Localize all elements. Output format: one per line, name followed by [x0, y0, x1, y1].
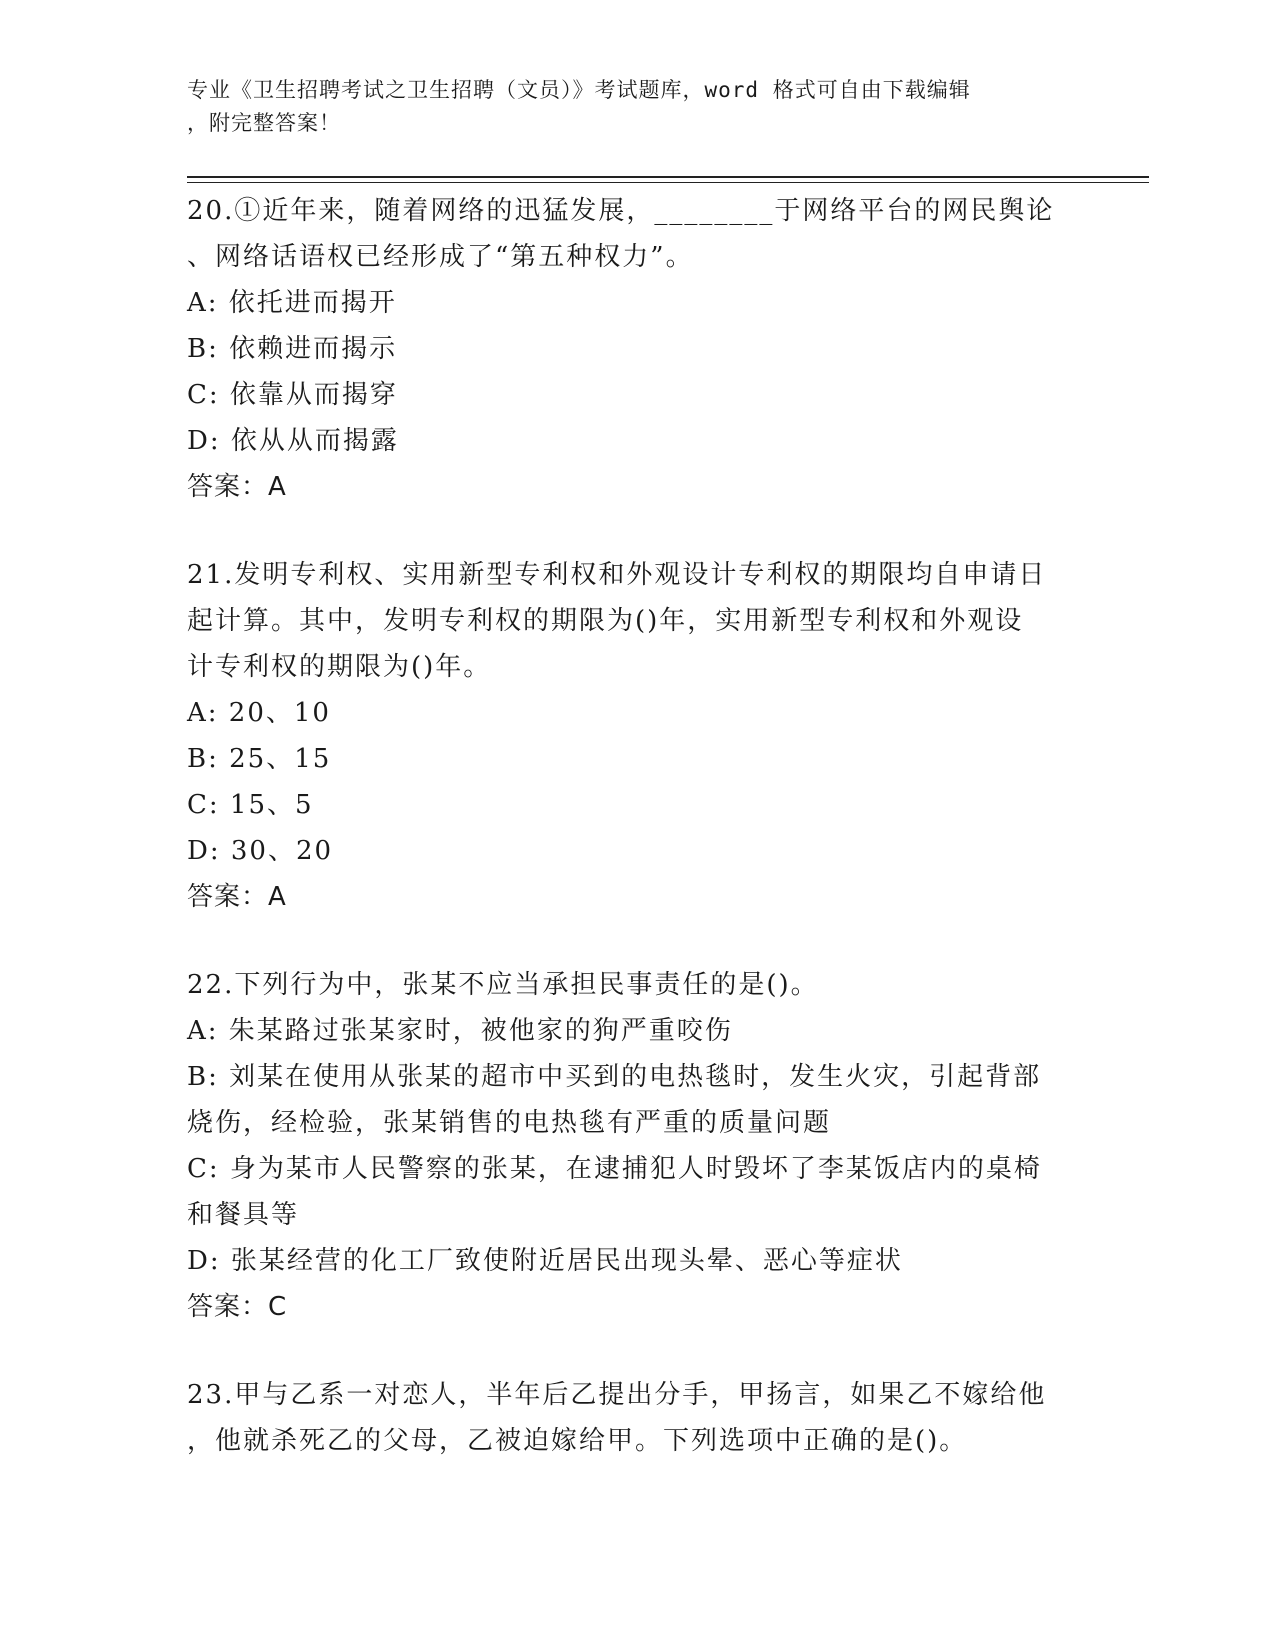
- answer: 答案：A: [187, 882, 287, 912]
- header-line-1: 专业《卫生招聘考试之卫生招聘（文员）》考试题库，word 格式可自由下载编辑: [187, 78, 971, 102]
- header-line-2: ，附完整答案！: [187, 111, 341, 135]
- question-23: [187, 1372, 1087, 1464]
- header-divider-thin: [187, 182, 1149, 183]
- question-stem-line: 、网络话语权已经形成了“第五种权力”。: [187, 242, 694, 272]
- question-21: [187, 552, 1087, 920]
- option-a: A: 20、10: [187, 698, 331, 728]
- option-b: B: 依赖进而揭示: [187, 334, 398, 364]
- question-22: [187, 962, 1087, 1330]
- option-b-continued: 烧伤，经检验，张某销售的电热毯有严重的质量问题: [187, 1108, 832, 1138]
- question-stem-line: ，他就杀死乙的父母，乙被迫嫁给甲。下列选项中正确的是()。: [187, 1426, 968, 1456]
- question-list: [187, 188, 1087, 1506]
- question-20: [187, 188, 1087, 510]
- question-stem-line: 23.甲与乙系一对恋人，半年后乙提出分手，甲扬言，如果乙不嫁给他: [187, 1380, 1047, 1410]
- option-b: B: 刘某在使用从张某的超市中买到的电热毯时，发生火灾，引起背部: [187, 1062, 1042, 1092]
- header-divider-thick: [187, 176, 1149, 178]
- answer: 答案：C: [187, 1292, 288, 1322]
- option-c: C: 依靠从而揭穿: [187, 380, 398, 410]
- question-stem-line: 20.①近年来，随着网络的迅猛发展，________于网络平台的网民舆论: [187, 196, 1055, 226]
- option-a: A: 朱某路过张某家时，被他家的狗严重咬伤: [187, 1016, 733, 1046]
- option-c-continued: 和餐具等: [187, 1200, 300, 1230]
- option-c: C: 身为某市人民警察的张某，在逮捕犯人时毁坏了李某饭店内的桌椅: [187, 1154, 1042, 1184]
- option-d: D: 张某经营的化工厂致使附近居民出现头晕、恶心等症状: [187, 1246, 903, 1276]
- option-b: B: 25、15: [187, 744, 332, 774]
- option-a: A: 依托进而揭开: [187, 288, 397, 318]
- question-stem-line: 起计算。其中，发明专利权的期限为()年，实用新型专利权和外观设: [187, 606, 1024, 636]
- option-d: D: 30、20: [187, 836, 334, 866]
- question-stem-line: 21.发明专利权、实用新型专利权和外观设计专利权的期限均自申请日: [187, 560, 1047, 590]
- question-stem-line: 22.下列行为中，张某不应当承担民事责任的是()。: [187, 970, 819, 1000]
- document-header: [187, 74, 1087, 140]
- question-stem-line: 计专利权的期限为()年。: [187, 652, 492, 682]
- option-d: D: 依从从而揭露: [187, 426, 399, 456]
- option-c: C: 15、5: [187, 790, 314, 820]
- answer: 答案：A: [187, 472, 287, 502]
